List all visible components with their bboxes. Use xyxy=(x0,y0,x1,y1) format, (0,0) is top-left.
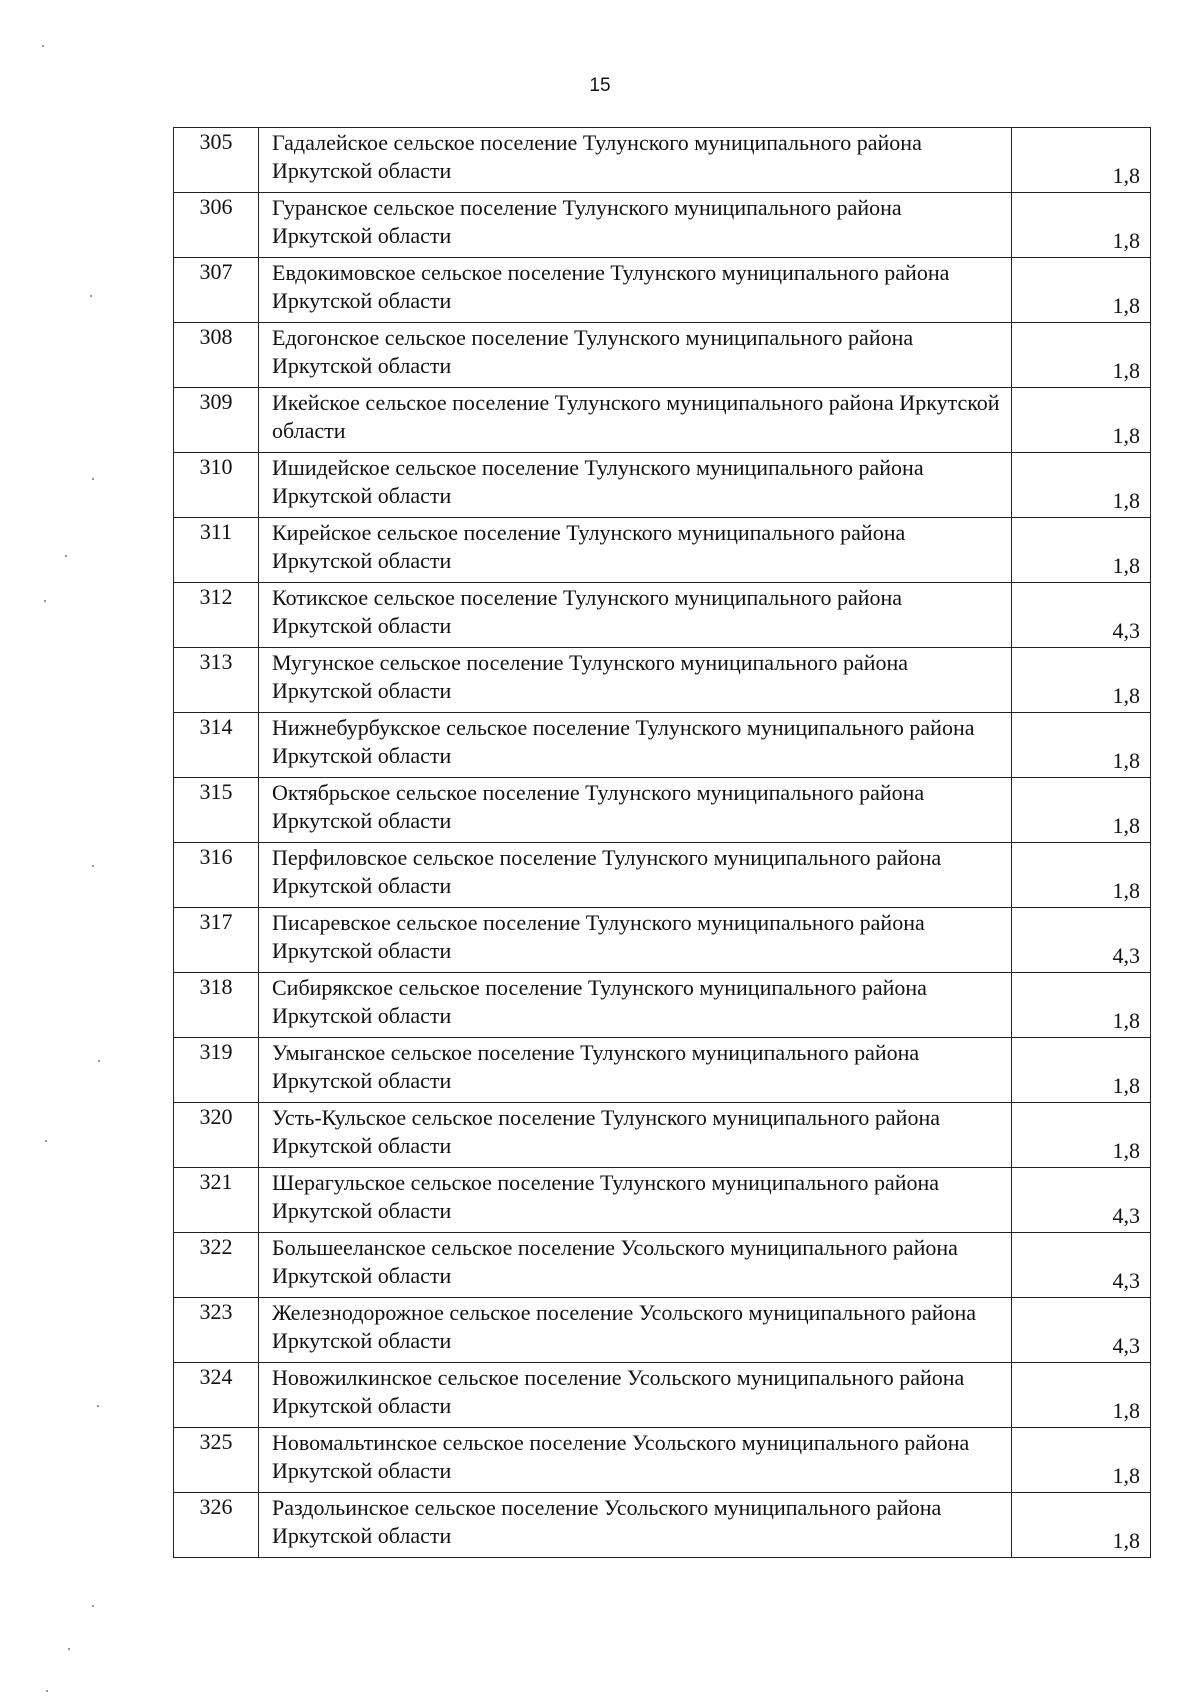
value-cell: 4,3 xyxy=(1012,1233,1151,1298)
settlement-name-cell: Котикское сельское поселение Тулунского муниципального района Иркутской области xyxy=(259,583,1012,648)
table-row xyxy=(174,258,1151,323)
table-row xyxy=(174,1493,1151,1558)
row-number-cell: 319 xyxy=(174,1038,259,1103)
value-cell: 1,8 xyxy=(1012,973,1151,1038)
settlement-name-cell: Икейское сельское поселение Тулунского муниципального района Иркутской области xyxy=(259,388,1012,453)
value-cell: 1,8 xyxy=(1012,128,1151,193)
table-row xyxy=(174,453,1151,518)
value-cell: 4,3 xyxy=(1012,908,1151,973)
settlement-name-cell: Шерагульское сельское поселение Тулунского муниципального района Иркутской области xyxy=(259,1168,1012,1233)
row-number-cell: 311 xyxy=(174,518,259,583)
table-row xyxy=(174,843,1151,908)
table-row xyxy=(174,648,1151,713)
value-cell: 1,8 xyxy=(1012,388,1151,453)
row-number-cell: 310 xyxy=(174,453,259,518)
settlement-name-cell: Новомальтинское сельское поселение Усольского муниципального района Иркутской области xyxy=(259,1428,1012,1493)
value-cell: 1,8 xyxy=(1012,1103,1151,1168)
settlement-name-cell: Ишидейское сельское поселение Тулунского муниципального района Иркутской области xyxy=(259,453,1012,518)
value-cell: 1,8 xyxy=(1012,518,1151,583)
table-row xyxy=(174,1298,1151,1363)
row-number-cell: 309 xyxy=(174,388,259,453)
value-cell: 1,8 xyxy=(1012,778,1151,843)
row-number-cell: 313 xyxy=(174,648,259,713)
settlement-name-cell: Октябрьское сельское поселение Тулунского муниципального района Иркутской области xyxy=(259,778,1012,843)
row-number-cell: 316 xyxy=(174,843,259,908)
table-row xyxy=(174,323,1151,388)
table-row xyxy=(174,1233,1151,1298)
table-row xyxy=(174,778,1151,843)
table-row xyxy=(174,1168,1151,1233)
value-cell: 1,8 xyxy=(1012,1428,1151,1493)
value-cell: 4,3 xyxy=(1012,1168,1151,1233)
value-cell: 4,3 xyxy=(1012,583,1151,648)
settlement-name-cell: Новожилкинское сельское поселение Усольского муниципального района Иркутской области xyxy=(259,1363,1012,1428)
value-cell: 1,8 xyxy=(1012,1363,1151,1428)
value-cell: 1,8 xyxy=(1012,843,1151,908)
table-row xyxy=(174,1103,1151,1168)
value-cell: 4,3 xyxy=(1012,1298,1151,1363)
settlement-name-cell: Мугунское сельское поселение Тулунского муниципального района Иркутской области xyxy=(259,648,1012,713)
settlement-name-cell: Гадалейское сельское поселение Тулунского муниципального района Иркутской области xyxy=(259,128,1012,193)
row-number-cell: 325 xyxy=(174,1428,259,1493)
value-cell: 1,8 xyxy=(1012,648,1151,713)
table-row xyxy=(174,128,1151,193)
table-body xyxy=(174,128,1151,1558)
row-number-cell: 308 xyxy=(174,323,259,388)
value-cell: 1,8 xyxy=(1012,453,1151,518)
value-cell: 1,8 xyxy=(1012,1493,1151,1558)
settlement-name-cell: Железнодорожное сельское поселение Усольского муниципального района Иркутской области xyxy=(259,1298,1012,1363)
settlement-name-cell: Евдокимовское сельское поселение Тулунского муниципального района Иркутской области xyxy=(259,258,1012,323)
page-number: 15 xyxy=(589,75,611,96)
table-row xyxy=(174,1428,1151,1493)
row-number-cell: 306 xyxy=(174,193,259,258)
settlement-name-cell: Раздольинское сельское поселение Усольского муниципального района Иркутской области xyxy=(259,1493,1012,1558)
table-row xyxy=(174,518,1151,583)
row-number-cell: 307 xyxy=(174,258,259,323)
value-cell: 1,8 xyxy=(1012,258,1151,323)
table-row xyxy=(174,1038,1151,1103)
row-number-cell: 323 xyxy=(174,1298,259,1363)
value-cell: 1,8 xyxy=(1012,323,1151,388)
table-row xyxy=(174,713,1151,778)
row-number-cell: 326 xyxy=(174,1493,259,1558)
value-cell: 1,8 xyxy=(1012,1038,1151,1103)
settlement-name-cell: Сибирякское сельское поселение Тулунского муниципального района Иркутской области xyxy=(259,973,1012,1038)
settlements-table xyxy=(173,127,1151,1558)
settlement-name-cell: Усть-Кульское сельское поселение Тулунского муниципального района Иркутской области xyxy=(259,1103,1012,1168)
table-row xyxy=(174,388,1151,453)
row-number-cell: 312 xyxy=(174,583,259,648)
settlement-name-cell: Едогонское сельское поселение Тулунского муниципального района Иркутской области xyxy=(259,323,1012,388)
value-cell: 1,8 xyxy=(1012,713,1151,778)
row-number-cell: 314 xyxy=(174,713,259,778)
row-number-cell: 324 xyxy=(174,1363,259,1428)
table-row xyxy=(174,583,1151,648)
row-number-cell: 321 xyxy=(174,1168,259,1233)
table-row xyxy=(174,193,1151,258)
settlement-name-cell: Перфиловское сельское поселение Тулунского муниципального района Иркутской области xyxy=(259,843,1012,908)
table-row xyxy=(174,973,1151,1038)
settlement-name-cell: Гуранское сельское поселение Тулунского муниципального района Иркутской области xyxy=(259,193,1012,258)
row-number-cell: 317 xyxy=(174,908,259,973)
row-number-cell: 322 xyxy=(174,1233,259,1298)
settlement-name-cell: Нижнебурбукское сельское поселение Тулунского муниципального района Иркутской области xyxy=(259,713,1012,778)
row-number-cell: 315 xyxy=(174,778,259,843)
settlement-name-cell: Большееланское сельское поселение Усольского муниципального района Иркутской области xyxy=(259,1233,1012,1298)
settlement-name-cell: Умыганское сельское поселение Тулунского муниципального района Иркутской области xyxy=(259,1038,1012,1103)
row-number-cell: 320 xyxy=(174,1103,259,1168)
table-row xyxy=(174,1363,1151,1428)
settlement-name-cell: Писаревское сельское поселение Тулунского муниципального района Иркутской области xyxy=(259,908,1012,973)
row-number-cell: 305 xyxy=(174,128,259,193)
settlement-name-cell: Кирейское сельское поселение Тулунского муниципального района Иркутской области xyxy=(259,518,1012,583)
value-cell: 1,8 xyxy=(1012,193,1151,258)
table-row xyxy=(174,908,1151,973)
row-number-cell: 318 xyxy=(174,973,259,1038)
